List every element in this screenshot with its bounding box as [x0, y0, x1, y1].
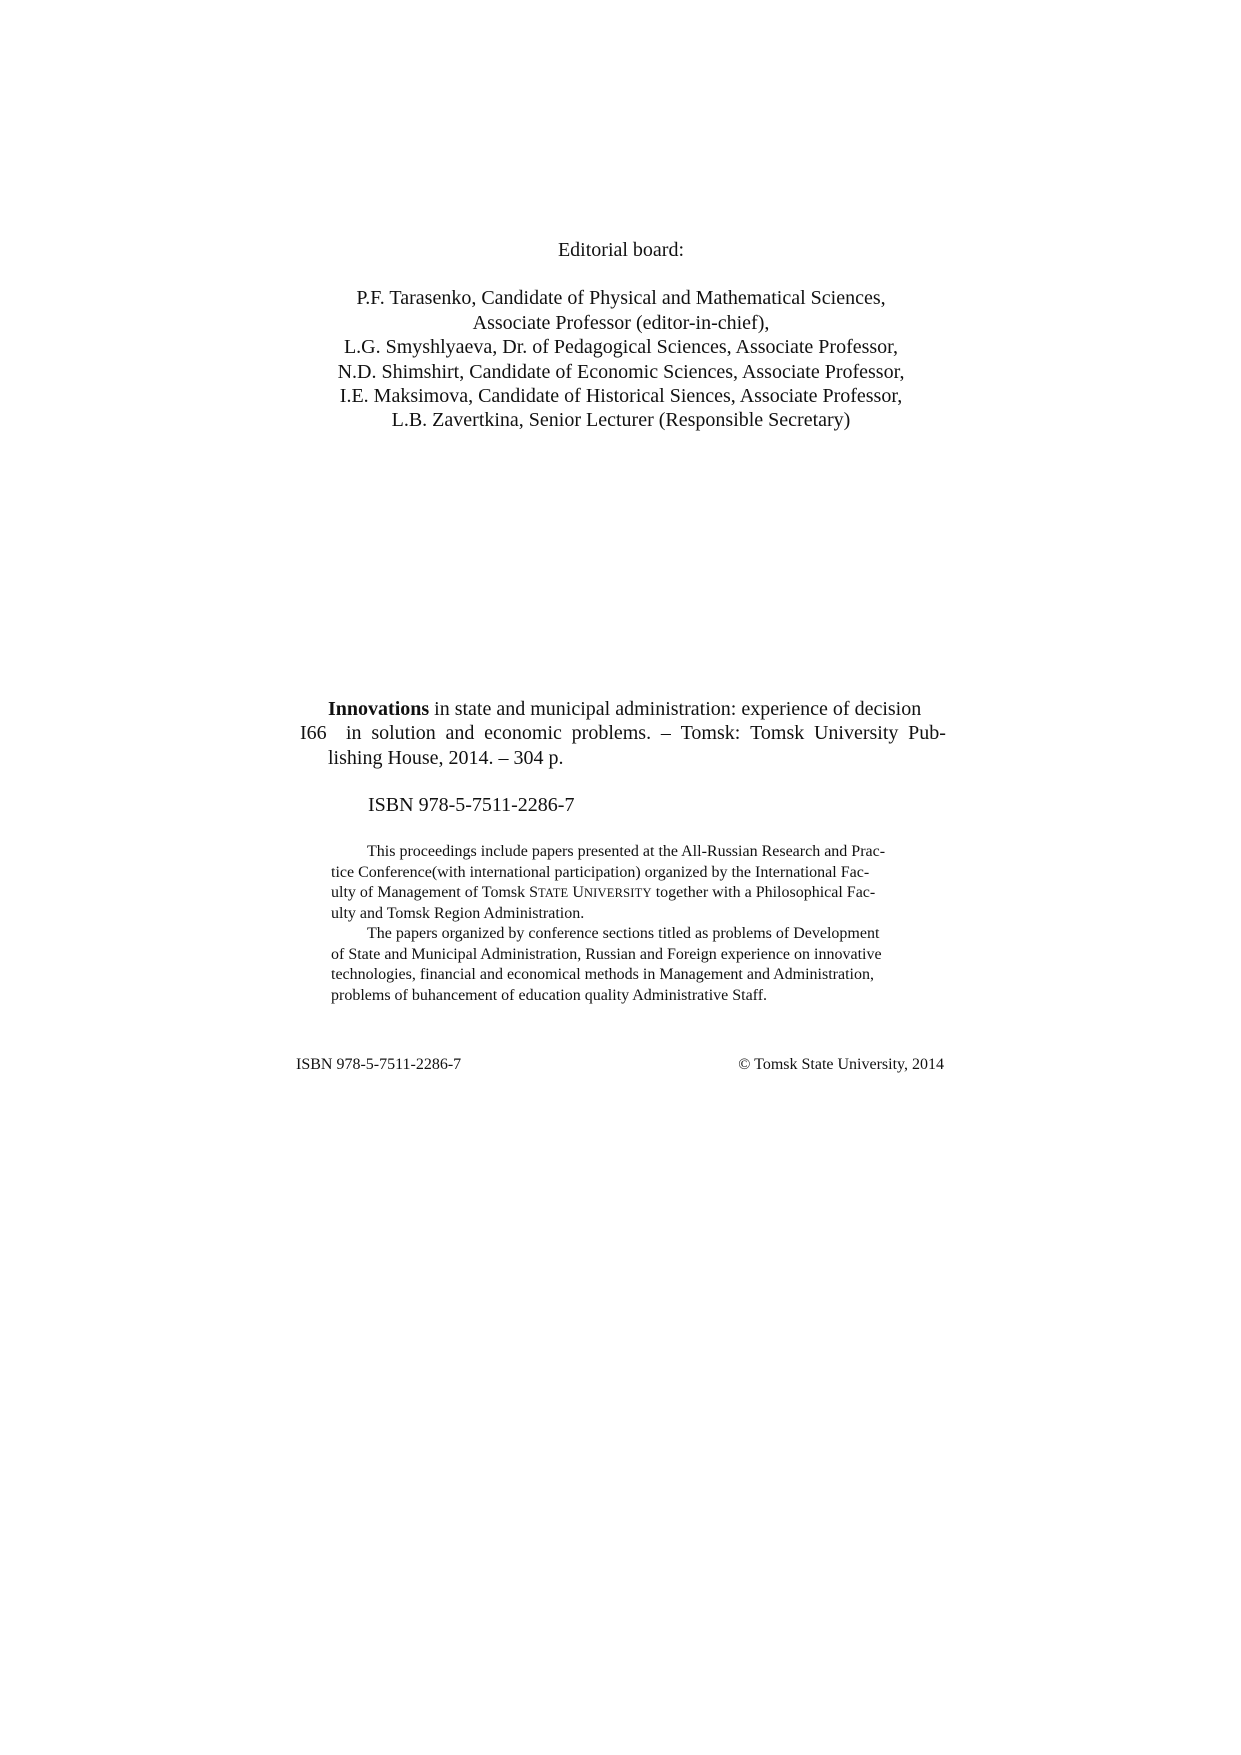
- abstract-line: of State and Municipal Administration, Russian and Foreign experience on innovative: [331, 945, 882, 963]
- abstract-text: together with a Philosophical Fac-: [651, 884, 876, 901]
- classification-code: I66: [300, 722, 327, 745]
- board-member-line: N.D. Shimshirt, Candidate of Economic Sciences, Associate Professor,: [337, 360, 905, 383]
- entry-word: and: [445, 722, 475, 745]
- entry-word: economic: [484, 722, 562, 745]
- editorial-board: [296, 238, 946, 433]
- entry-title-rest: in state and municipal administration: experience of decision: [434, 698, 922, 720]
- abstract-smallcaps: TATE: [538, 886, 569, 900]
- entry-word: in: [346, 722, 362, 745]
- abstract-smallcaps: NIVERSITY: [583, 886, 652, 900]
- board-member-line: L.B. Zavertkina, Senior Lecturer (Responsible Secretary): [391, 409, 851, 432]
- catalogue-entry: [300, 697, 946, 770]
- abstract-line: technologies, financial and economical methods in Management and Administration,: [331, 966, 874, 983]
- abstract-line: This proceedings include papers presented at the All-Russian Research and Prac-: [367, 843, 886, 860]
- abstract-line: ulty and Tomsk Region Administration.: [331, 904, 585, 922]
- footer-copyright: © Tomsk State University, 2014: [738, 1056, 944, 1073]
- entry-word: problems.: [571, 722, 652, 745]
- entry-line-3: lishing House, 2014. – 304 p.: [328, 746, 564, 769]
- abstract-line: problems of buhancement of education quality Administrative Staff.: [331, 986, 768, 1004]
- abstract-text: S: [529, 884, 539, 901]
- abstract-line: [331, 883, 946, 904]
- entry-title: Innovations: [328, 698, 430, 720]
- entry-word: solution: [371, 722, 436, 745]
- abstract-line: tice Conference(with international participation) organized by the International Fac-: [331, 863, 870, 881]
- isbn: ISBN 978-5-7511-2286-7: [368, 794, 575, 816]
- footer: [296, 1056, 944, 1074]
- board-member-line: P.F. Tarasenko, Candidate of Physical and Mathematical Sciences,: [356, 287, 886, 310]
- board-member-line: Associate Professor (editor-in-chief),: [472, 311, 770, 334]
- entry-word: Tomsk:: [680, 722, 741, 745]
- editorial-board-title: Editorial board:: [557, 239, 685, 261]
- entry-word: –: [660, 722, 671, 745]
- footer-isbn: ISBN 978-5-7511-2286-7: [296, 1056, 462, 1073]
- abstract-line: The papers organized by conference sections titled as problems of Development: [367, 925, 880, 942]
- abstract: [331, 842, 946, 1006]
- entry-line-2: [300, 721, 946, 745]
- entry-word: University: [813, 722, 899, 745]
- abstract-text: ulty of Management of Tomsk: [331, 884, 530, 901]
- board-member-line: L.G. Smyshlyaeva, Dr. of Pedagogical Sciences, Associate Professor,: [343, 336, 899, 359]
- entry-line-2-words: [346, 721, 946, 745]
- entry-line-1: [300, 697, 946, 721]
- entry-word: Tomsk: [750, 722, 805, 745]
- board-member-line: I.E. Maksimova, Candidate of Historical Siences, Associate Professor,: [339, 385, 903, 408]
- entry-word: Pub-: [908, 722, 946, 745]
- abstract-text: U: [572, 884, 584, 901]
